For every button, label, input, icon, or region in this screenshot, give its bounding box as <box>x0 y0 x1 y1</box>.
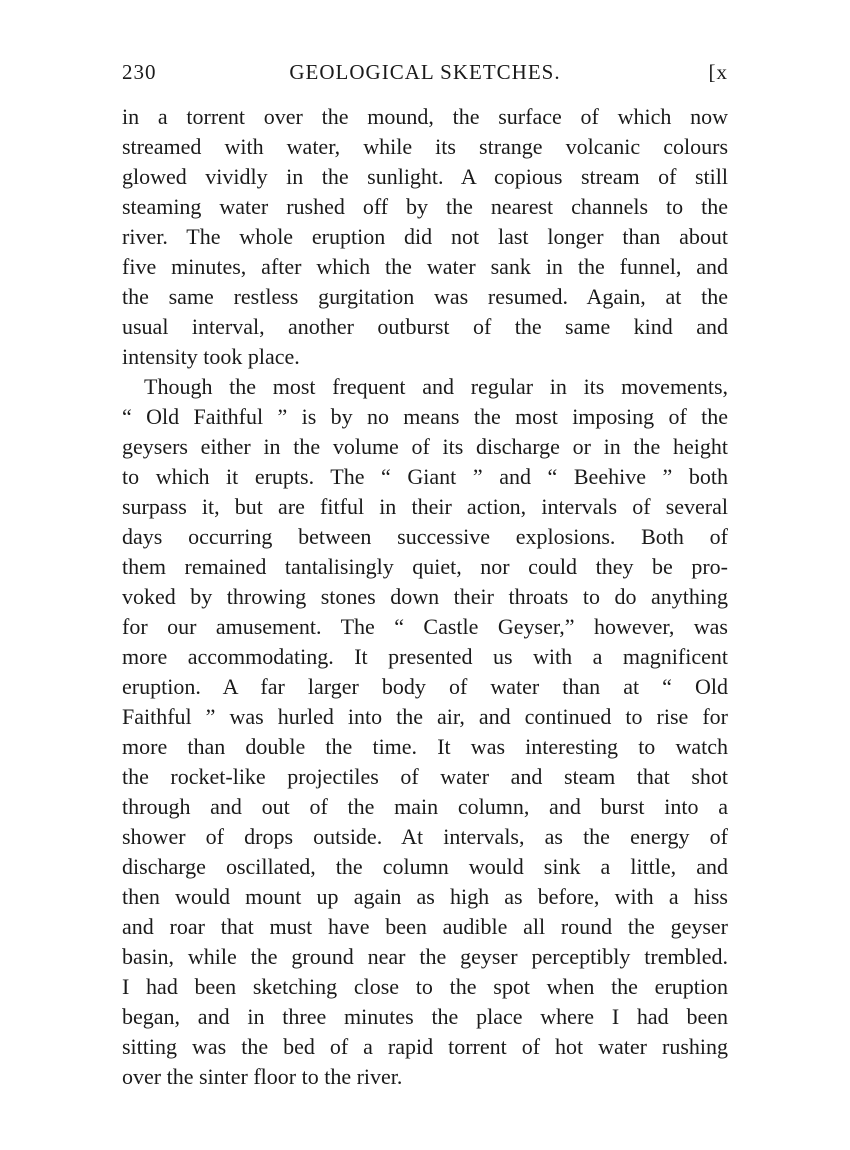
text-line: the rocket-like projectiles of water and steam that shot <box>122 764 728 789</box>
text-line: voked by throwing stones down their throats to do anything <box>122 584 728 609</box>
text-line: eruption. A far larger body of water than at “ Old <box>122 674 728 699</box>
text-line: glowed vividly in the sunlight. A copious stream of still <box>122 164 728 189</box>
text-line: surpass it, but are fitful in their action, intervals of several <box>122 494 728 519</box>
text-line: began, and in three minutes the place where I had been <box>122 1004 728 1029</box>
text-line: basin, while the ground near the geyser perceptibly trembled. <box>122 944 728 969</box>
text-line: for our amusement. The “ Castle Geyser,” however, was <box>122 614 728 639</box>
text-line: more than double the time. It was interesting to watch <box>122 734 728 759</box>
text-line: usual interval, another outburst of the same kind and <box>122 314 728 339</box>
text-line: steaming water rushed off by the nearest channels to the <box>122 194 728 219</box>
text-line: then would mount up again as high as before, with a hiss <box>122 884 728 909</box>
text-line: river. The whole eruption did not last longer than about <box>122 224 728 249</box>
text-line: shower of drops outside. At intervals, as the energy of <box>122 824 728 849</box>
text-line: geysers either in the volume of its discharge or in the height <box>122 434 728 459</box>
running-head <box>122 60 728 86</box>
text-line: Though the most frequent and regular in its movements, <box>144 374 728 399</box>
paragraph-continued <box>122 102 728 372</box>
paragraph-geysers <box>122 372 728 1092</box>
chapter-mark: [x <box>708 60 728 84</box>
text-line: intensity took place. <box>122 344 300 369</box>
text-line: to which it erupts. The “ Giant ” and “ Beehive ” both <box>122 464 728 489</box>
text-line: and roar that must have been audible all round the geyser <box>122 914 728 939</box>
text-line: them remained tantalisingly quiet, nor could they be pro- <box>122 554 728 579</box>
running-title: GEOLOGICAL SKETCHES. <box>289 60 561 84</box>
text-line: the same restless gurgitation was resumed. Again, at the <box>122 284 728 309</box>
text-line: I had been sketching close to the spot when the eruption <box>122 974 728 999</box>
text-line: Faithful ” was hurled into the air, and continued to rise for <box>122 704 728 729</box>
text-line: streamed with water, while its strange volcanic colours <box>122 134 728 159</box>
text-line: days occurring between successive explosions. Both of <box>122 524 728 549</box>
text-line: sitting was the bed of a rapid torrent of hot water rushing <box>122 1034 728 1059</box>
text-line: over the sinter floor to the river. <box>122 1064 403 1089</box>
text-line: through and out of the main column, and burst into a <box>122 794 728 819</box>
body-text <box>122 102 728 1092</box>
text-line: more accommodating. It presented us with a magnificent <box>122 644 728 669</box>
text-line: discharge oscillated, the column would sink a little, and <box>122 854 728 879</box>
text-line: five minutes, after which the water sank in the funnel, and <box>122 254 728 279</box>
text-line: in a torrent over the mound, the surface of which now <box>122 104 728 129</box>
page-number: 230 <box>122 60 157 84</box>
text-line: “ Old Faithful ” is by no means the most imposing of the <box>122 404 728 429</box>
